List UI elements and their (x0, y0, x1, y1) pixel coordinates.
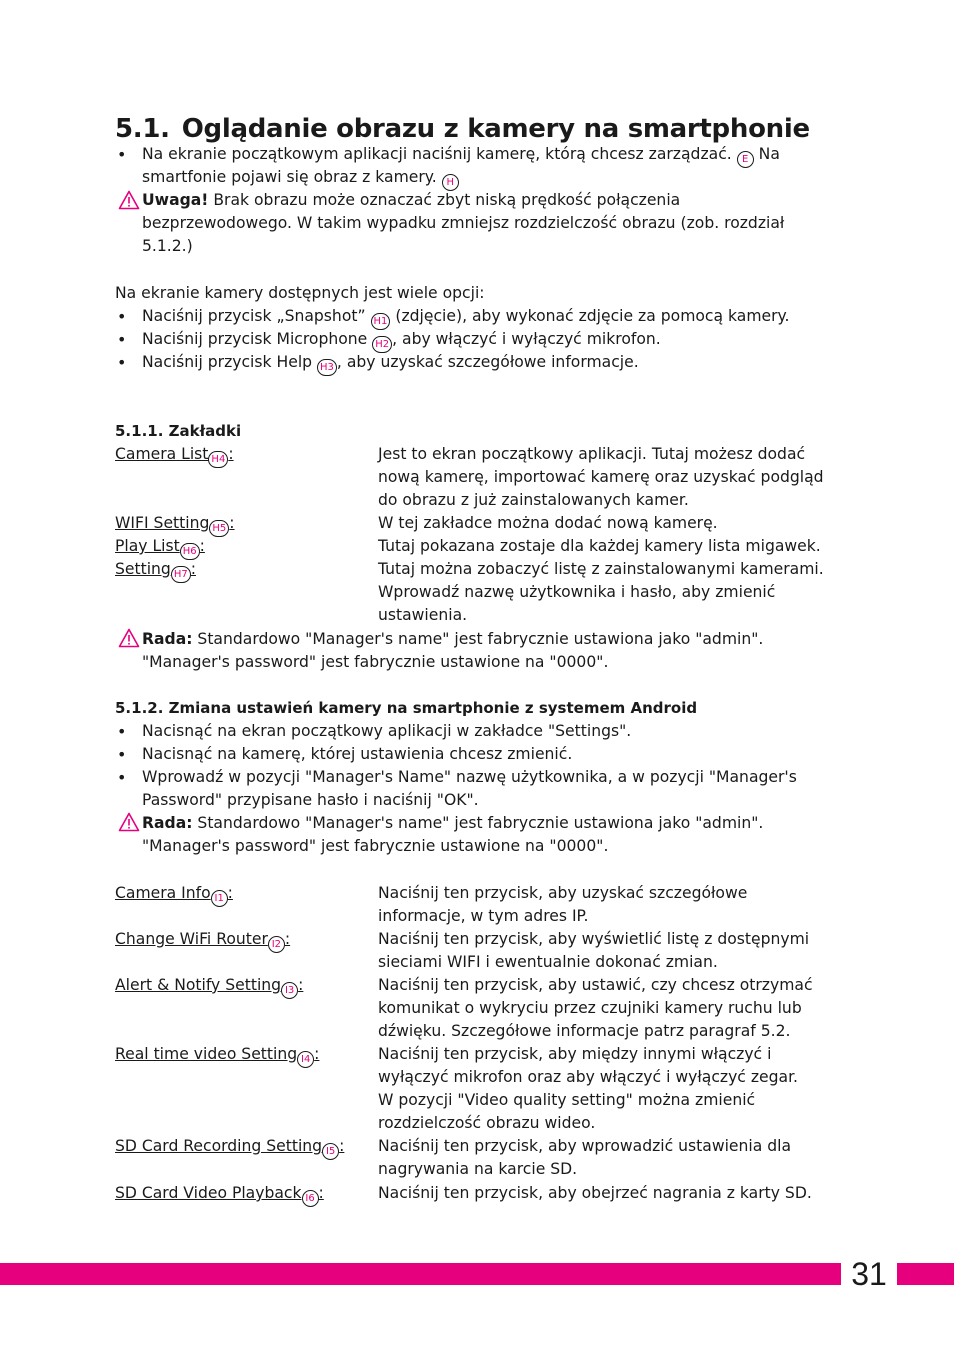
android-bullet-3-line-2: Password" przypisane hasło i naciśnij "OK". (142, 791, 479, 809)
term-setting: Setting H7 : (115, 558, 196, 583)
tip-label: Rada: (142, 630, 193, 648)
tip-label: Rada: (142, 814, 193, 832)
ref-badge: H5 (209, 520, 229, 537)
bullet-marker: • (117, 330, 127, 349)
desc-sd-card-recording-setting: Naciśnij ten przycisk, aby wprowadzić ustawienia dla nagrywania na karcie SD. (378, 1137, 792, 1178)
desc-alert-notify-setting: Naciśnij ten przycisk, aby ustawić, czy chcesz otrzymać komunikat o wykryciu przez czujniki kamery ruchu lub dźwięku. Szczegółowe informacje patrz paragraf 5.2. (378, 976, 813, 1040)
term-alert-notify-setting: Alert & Notify Setting I3 : (115, 974, 303, 999)
ref-badge: H1 (371, 313, 391, 330)
android-bullet-3-line-1: Wprowadź w pozycji "Manager's Name" nazwę użytkownika, a w pozycji "Manager's (142, 768, 797, 786)
page-number-bracket-left (838, 1263, 841, 1285)
tip-line-1: Rada: Standardowo "Manager's name" jest fabrycznie ustawiona jako "admin". (142, 814, 764, 832)
desc-setting: Tutaj można zobaczyć listę z zainstalowanymi kamerami. Wprowadź nazwę użytkownika i hasło, aby zmienić ustawienia. (378, 560, 824, 624)
ref-badge: E (737, 151, 754, 168)
intro-bullet-line-1: Na ekranie początkowym aplikacji naciśnij kamerę, którą chcesz zarządzać. E Na (142, 143, 780, 168)
bullet-marker: • (117, 722, 127, 741)
ref-badge: H (442, 174, 459, 191)
page-number-box (838, 1256, 900, 1292)
android-bullet-1: Nacisnąć na ekran początkowy aplikacji w zakładce "Settings". (142, 722, 632, 740)
tip-line-2: "Manager's password" jest fabrycznie ustawione na "0000". (142, 653, 609, 671)
desc-camera-list: Jest to ekran początkowy aplikacji. Tutaj możesz dodać nową kamerę, importować kamerę oraz uzyskać podgląd do obrazu z już zainstalowanych kamer. (378, 445, 824, 509)
term-camera-info: Camera Info I1 : (115, 882, 233, 907)
subsection-heading-android: 5.1.2. Zmiana ustawień kamery na smartphonie z systemem Android (115, 699, 698, 717)
page-number: 31 (851, 1256, 887, 1292)
section-title: Oglądanie obrazu z kamery na smartphonie (181, 114, 810, 144)
term-change-wifi-router: Change WiFi Router I2 : (115, 928, 290, 953)
intro-bullet-line-2: smartfonie pojawi się obraz z kamery. H (142, 166, 459, 191)
term-camera-list: Camera List H4 : (115, 443, 234, 468)
desc-sd-card-video-playback: Naciśnij ten przycisk, aby obejrzeć nagrania z karty SD. (378, 1184, 812, 1202)
option-item: Naciśnij przycisk Microphone H2 , aby włączyć i wyłączyć mikrofon. (142, 328, 661, 353)
desc-play-list: Tutaj pokazana zostaje dla każdej kamery lista migawek. (378, 537, 821, 555)
term-sd-card-video-playback: SD Card Video Playback I6 : (115, 1182, 324, 1207)
bullet-marker: • (117, 353, 127, 372)
warning-icon (118, 190, 140, 210)
tip-line-2: "Manager's password" jest fabrycznie ustawione na "0000". (142, 837, 609, 855)
desc-camera-info: Naciśnij ten przycisk, aby uzyskać szczegółowe informacje, w tym adres IP. (378, 884, 748, 925)
warning-line-2: bezprzewodowego. W takim wypadku zmniejsz rozdzielczość obrazu (zob. rozdział (142, 214, 785, 232)
ref-badge: H2 (372, 336, 392, 353)
term-sd-card-recording-setting: SD Card Recording Setting I5 : (115, 1135, 344, 1160)
ref-badge: I5 (322, 1143, 339, 1160)
desc-wifi-setting: W tej zakładce można dodać nową kamerę. (378, 514, 718, 532)
tip-line-1: Rada: Standardowo "Manager's name" jest fabrycznie ustawiona jako "admin". (142, 630, 764, 648)
option-item: Naciśnij przycisk Help H3 , aby uzyskać szczegółowe informacje. (142, 351, 639, 376)
term-wifi-setting: WIFI Setting H5 : (115, 512, 235, 537)
options-lead: Na ekranie kamery dostępnych jest wiele opcji: (115, 284, 485, 302)
ref-badge: I6 (302, 1190, 319, 1207)
footer-accent-bar (0, 1263, 954, 1285)
bullet-marker: • (117, 145, 127, 164)
term-play-list: Play List H6 : (115, 535, 205, 560)
warning-icon (118, 812, 140, 832)
ref-badge: I1 (211, 890, 228, 907)
warning-label: Uwaga! (142, 191, 209, 209)
ref-badge: H7 (171, 566, 191, 583)
section-heading (115, 112, 810, 146)
ref-badge: H3 (317, 359, 337, 376)
warning-line-1: Uwaga! Brak obrazu może oznaczać zbyt niską prędkość połączenia (142, 191, 681, 209)
warning-icon (118, 628, 140, 648)
warning-line-3: 5.1.2.) (142, 237, 193, 255)
term-real-time-video-setting: Real time video Setting I4 : (115, 1043, 319, 1068)
ref-badge: I4 (297, 1051, 314, 1068)
page-number-bracket-right (897, 1263, 900, 1285)
ref-badge: I3 (281, 982, 298, 999)
desc-change-wifi-router: Naciśnij ten przycisk, aby wyświetlić listę z dostępnymi sieciami WIFI i ewentualnie dokonać zmian. (378, 930, 810, 971)
desc-real-time-video-setting: Naciśnij ten przycisk, aby między innymi włączyć i wyłączyć mikrofon oraz aby włączyć i wyłączyć zegar. W pozycji "Video quality setting" można zmienić rozdzielczość obrazu wideo. (378, 1045, 799, 1132)
option-item: Naciśnij przycisk „Snapshot” H1 (zdjęcie), aby wykonać zdjęcie za pomocą kamery. (142, 305, 789, 330)
subsection-heading-tabs: 5.1.1. Zakładki (115, 422, 242, 440)
ref-badge: H4 (208, 451, 228, 468)
bullet-marker: • (117, 307, 127, 326)
bullet-marker: • (117, 768, 127, 787)
android-bullet-2: Nacisnąć na kamerę, której ustawienia chcesz zmienić. (142, 745, 573, 763)
ref-badge: H6 (180, 543, 200, 560)
section-number: 5.1. (115, 114, 170, 144)
bullet-marker: • (117, 745, 127, 764)
ref-badge: I2 (268, 936, 285, 953)
